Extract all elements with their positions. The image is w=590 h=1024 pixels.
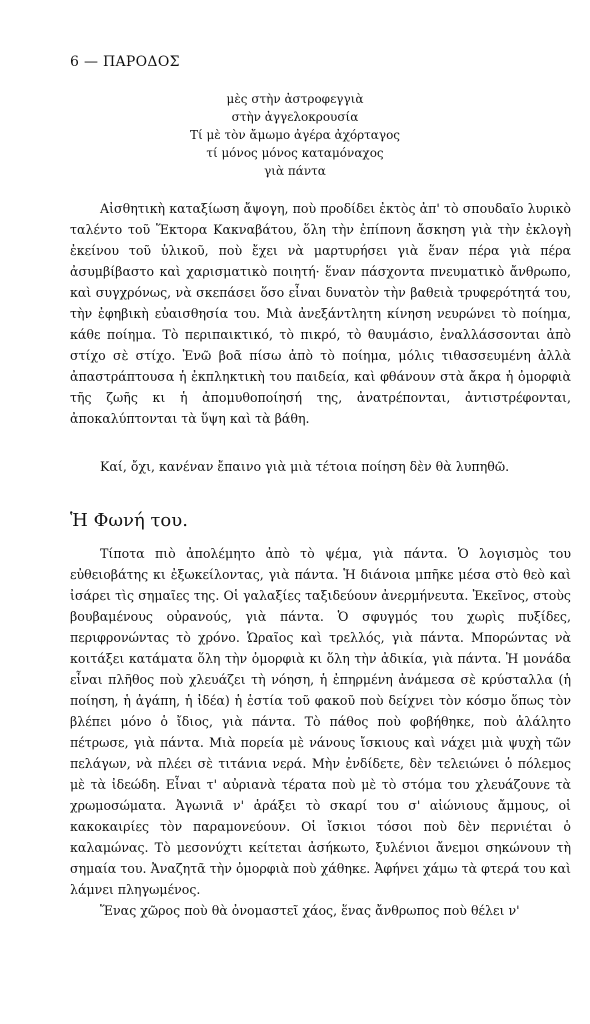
poem-line: στὴν ἀγγελοκρουσία — [231, 110, 359, 124]
poem-excerpt — [0, 90, 590, 180]
paragraph: Τίποτα πιὸ ἀπολέμητο ἀπὸ τὸ ψέμα, γιὰ πάντα. Ὁ λογισμὸς του εὐθειοβάτης κι ἐξωκείλοντας, γιὰ πάντα. Ἡ διάνοια μπῆκε μέσα στὸ θεὸ καὶ ἰσάρει τὶς σημαῖες της. Οἱ γαλαξίες ταξιδεύουν ἀνερμήνευτα. Ἐκεῖνος, στοὺς βουβαμένους οὐρανούς, γιὰ πάντα. Ὁ σφυγμός του χωρὶς πυξίδες, περιφρονώντας τὸ χρόνο. Ὡραῖος καὶ τρελλός, γιὰ πάντα. Μπορώντας νὰ κοιτάξει κατάματα ὅλη τὴν ὀμορφιὰ κι ὅλη τὴν ἀδικία, γιὰ πάντα. Ἡ μονάδα εἶναι πλῆθος ποὺ χλευάζει τὴ νόηση, ἡ ἐπηρμένη ἀνάμεσα σὲ κρύσταλλα (ἡ ποίηση, ἡ ἀγάπη, ἡ ἰδέα) ἡ ἑστία τοῦ φακοῦ ποὺ δείχνει τὸν κόσμο ὅπως τὸν βλέπει μόνο ὁ ἴδιος, γιὰ πάντα. Τὸ πάθος ποὺ φοβήθηκε, ποὺ ἀλάλητο πέτρωσε, γιὰ πάντα. Μιὰ πορεία μὲ νάνους ἴσκιους καὶ νάχει μιὰ ψυχὴ τῶν πελάγων, νὰ πλέει σὲ τιτάνια νερά. Μὴν ἐνδίδετε, δὲν τελειώνει ὁ πόλεμος μὲ τὰ ἰδεώδη. Εἶναι τ' αὐριανὰ τέρατα ποὺ μὲ τὸ στόμα του χλευάζουνε τὰ χρωμοσώματα. Ἀγωνιᾶ ν' ἁράξει τὸ σκαρί του σ' αἰώνιους ἄμμους, οἱ κακοκαιρίες τὸν παραμονεύουν. Οἱ ἴσκιοι τόσοι ποὺ δὲν περνιέται ὁ καλαμώνας. Τὸ μεσονύχτι κείτεται ἀσήκωτο, ξυλένιοι ἄνεμοι σηκώνουν τὴ σημαία του. Ἀναζητᾶ τὴν ὀμορφιὰ ποὺ χάθηκε. Ἀφήνει χάμω τὰ φτερά του καὶ λάμνει πληγωμένος. — [70, 546, 571, 897]
poem-line: γιὰ πάντα — [264, 164, 326, 178]
running-head: 6 — ΠΑΡΟΔΟΣ — [70, 54, 180, 70]
section-heading: Ἡ Φωνή του. — [70, 510, 188, 531]
poem-line: τί μόνος μόνος καταμόναχος — [206, 146, 384, 160]
poem-line: Τί μὲ τὸν ἄμωμο ἀγέρα ἀχόρταγος — [189, 128, 401, 142]
body-section-1 — [70, 198, 571, 429]
paragraph: Καί, ὄχι, κανέναν ἔπαινο γιὰ μιὰ τέτοια ποίηση δὲν θὰ λυπηθῶ. — [100, 459, 510, 474]
poem-line: μὲς στὴν ἀστροφεγγιὰ — [226, 92, 364, 106]
body-section-3 — [70, 543, 571, 921]
paragraph: Ἕνας χῶρος ποὺ θὰ ὀνομαστεῖ χάος, ἕνας ἄνθρωπος ποὺ θέλει ν' — [100, 903, 520, 918]
body-section-2 — [70, 456, 571, 477]
paragraph: Αἰσθητικὴ καταξίωση ἄψογη, ποὺ προδίδει ἐκτὸς ἀπ' τὸ σπουδαῖο λυρικὸ ταλέντο τοῦ Ἕκτορα Κακναβάτου, ὅλη τὴν ἐπίπονη ἄσκηση γιὰ τὴν ἐκλογὴ ἐκείνου τοῦ ὑλικοῦ, ποὺ ἔχει νὰ μαρτυρήσει γιὰ ἕναν πέρα γιὰ πέρα ἀσυμβίβαστο καὶ χαρισματικὸ ποιητή· ἕναν πάσχοντα πνευματικὸ ἄνθρωπο, καὶ συγχρόνως, νὰ σκεπάσει ὅσο εἶναι δυνατὸν τὴν βαθειὰ τρυφερότητά του, τὴν ἐφηβικὴ εὐαισθησία του. Μιὰ ἀνεξάντλητη κίνηση νευρώνει τὸ ποίημα, κάθε ποίημα. Τὸ περιπαικτικό, τὸ πικρό, τὸ θαυμάσιο, ἐναλλάσσονται ἀπὸ στίχο σὲ στίχο. Ἐνῶ βοᾶ πίσω ἀπὸ τὸ ποίημα, μόλις τιθασσευμένη ἀλλὰ ἀπαστράπτουσα ἡ ἐκπληκτικὴ του παιδεία, καὶ φθάνουν στὰ ἄκρα ἡ ὀμορφιὰ τῆς ζωῆς κι ἡ ἀπομυθοποίησή της, ἀνατρέπονται, ἀντιστρέφονται, ἀποκαλύπτονται τὰ ὕψη καὶ τὰ βάθη. — [70, 201, 571, 426]
